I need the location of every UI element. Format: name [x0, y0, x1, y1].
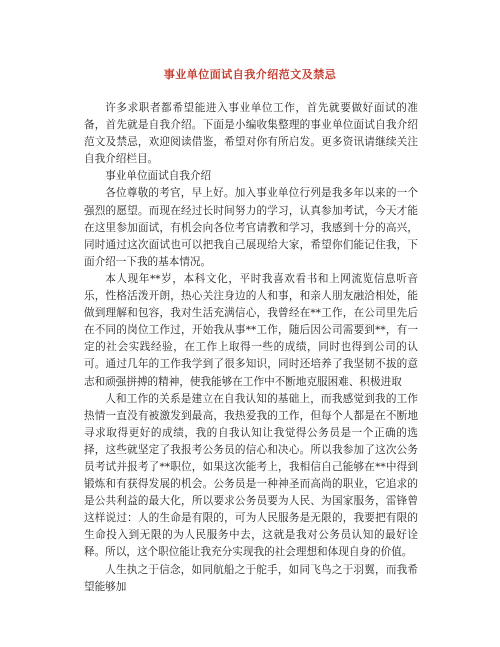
background-paragraph: 本人现年**岁，本科文化，平时我喜欢看书和上网流览信息听音乐，性格活泼开朗，热心关注身边的人和事，和亲人朋友融洽相处，能做到理解和包容，我对生活充满信心，我曾经在**工作，在公司里先后在不同的岗位工作过，开始我从事**工作，随后因公司需要到**，有一定的社会实践经验，在工作上取得一些的成绩，同时也得到公司的认可。通过几年的工作我学到了很多知识，同时还培养了我坚韧不拔的意志和顽强拼搏的精神，使我能够在工作中不断地克服困难、积极进取 [84, 272, 418, 388]
intro-paragraph: 许多求职者都希望能进入事业单位工作，首先就要做好面试的准备，首先就是自我介绍。下面是小编收集整理的事业单位面试自我介绍范文及禁忌，欢迎阅读借鉴，希望对你有所启发。更多资讯请继续关注自我介绍栏目。 [84, 102, 418, 166]
motivation-paragraph: 人和工作的关系是建立在自我认知的基础上，而我感觉到我的工作热情一直没有被激发到最高，我热爱我的工作，但每个人都是在不断地寻求取得更好的成绩，我的自我认知让我觉得公务员是一个正确的选择，这些就坚定了我报考公务员的信心和决心。所以我参加了这次公务员考试并报考了**职位，如果这次能考上，我相信自己能够在**中得到锻炼和有获得发展的机会。公务员是一种神圣而高尚的职业，它追求的是公共利益的最大化，所以要求公务员要为人民、为国家服务，雷锋曾这样说过：人的生命是有限的，可为人民服务是无限的，我要把有限的生命投入到无限的为人民服务中去，这就是我对公务员认知的最好诠释。所以，这个职位能让我充分实现我的社会理想和体现自身的价值。 [84, 392, 418, 559]
section-heading: 事业单位面试自我介绍 [105, 170, 212, 183]
greeting-paragraph: 各位尊敬的考官，早上好。加入事业单位行列是我多年以来的一个强烈的愿望。而现在经过长时间努力的学习，认真参加考试，今天才能在这里参加面试，有机会向各位考官请教和学习，我感到十分的高兴，同时通过这次面试也可以把我自己展现给大家，希望你们能记住我，下面介绍一下我的基本情况。 [84, 187, 418, 268]
document-title: 事业单位面试自我介绍范文及禁忌 [163, 68, 337, 81]
document-body [84, 100, 418, 596]
closing-paragraph: 人生执之于信念，如同航船之于舵手，如同飞鸟之于羽翼，而我希望能够加 [84, 563, 418, 593]
